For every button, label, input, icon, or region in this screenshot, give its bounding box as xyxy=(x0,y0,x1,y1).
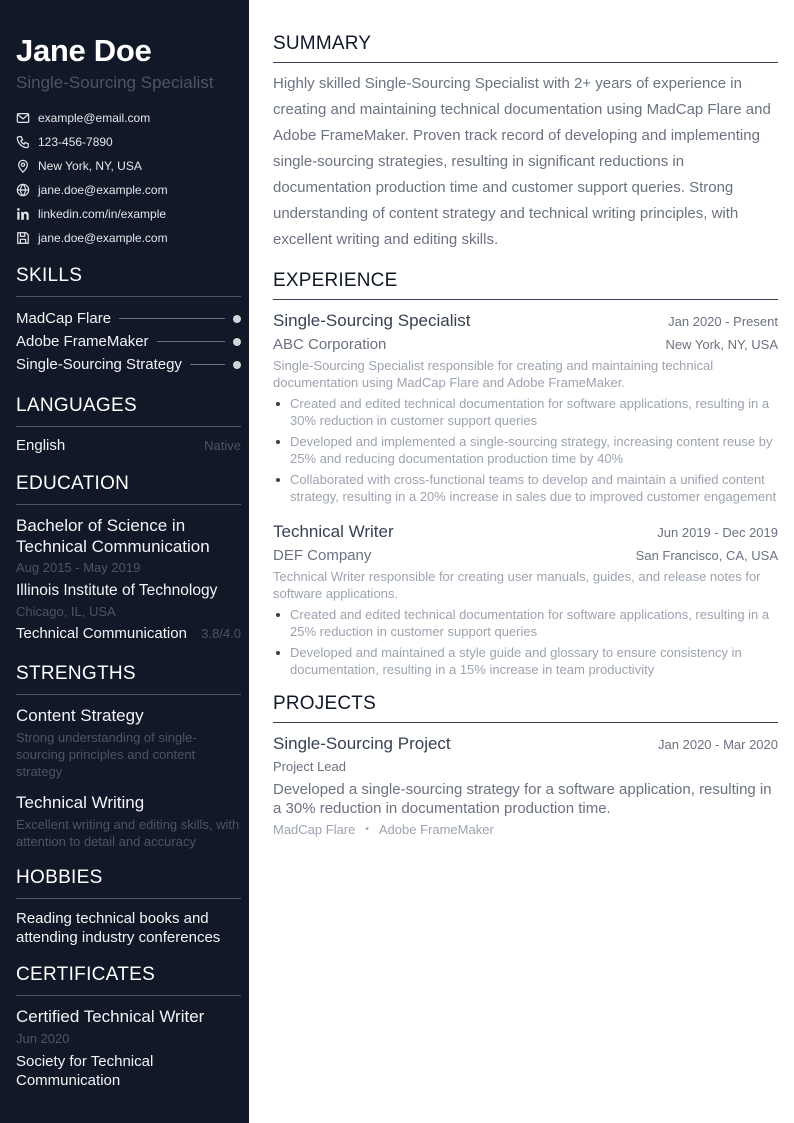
certificates-heading: CERTIFICATES xyxy=(16,963,241,996)
strengths-heading: STRENGTHS xyxy=(16,662,241,695)
skill-name: Adobe FrameMaker xyxy=(16,333,149,350)
linkedin-icon xyxy=(16,207,30,221)
phone-icon xyxy=(16,135,30,149)
main-content xyxy=(273,32,778,837)
candidate-role: Single-Sourcing Specialist xyxy=(16,73,214,92)
strength-title: Content Strategy xyxy=(16,706,144,725)
contact-text: jane.doe@example.com xyxy=(38,183,168,197)
job-description: Technical Writer responsible for creating user manuals, guides, and release notes for software applications. xyxy=(273,569,761,601)
skill-item xyxy=(16,330,241,353)
project-dates: Jan 2020 - Mar 2020 xyxy=(658,737,778,752)
job-dates: Jun 2019 - Dec 2019 xyxy=(657,525,778,540)
job-company: DEF Company xyxy=(273,547,372,564)
project-tag: Adobe FrameMaker xyxy=(378,822,494,837)
job-achievements xyxy=(273,395,778,505)
job-title: Technical Writer xyxy=(273,522,394,541)
education-field-row xyxy=(16,625,241,642)
language-item xyxy=(16,437,241,454)
certificate-date: Jun 2020 xyxy=(16,1031,70,1046)
skill-line xyxy=(190,364,225,365)
project-tags xyxy=(273,822,778,837)
job-entry xyxy=(273,521,778,678)
experience-heading: EXPERIENCE xyxy=(273,269,778,300)
project-title: Single-Sourcing Project xyxy=(273,734,451,753)
projects-section xyxy=(273,692,778,837)
contact-text: example@email.com xyxy=(38,111,151,125)
contact-text: New York, NY, USA xyxy=(38,159,142,173)
project-description: Developed a single-sourcing strategy for a software application, resulting in a 30% reduction in documentation production time. xyxy=(273,781,772,817)
language-name: English xyxy=(16,437,66,454)
skill-line xyxy=(157,341,225,342)
strength-description: Strong understanding of single-sourcing principles and content strategy xyxy=(16,730,197,779)
strength-title: Technical Writing xyxy=(16,793,145,812)
skill-name: Single-Sourcing Strategy xyxy=(16,356,182,373)
skill-level-dot xyxy=(233,338,241,346)
job-location: New York, NY, USA xyxy=(665,337,778,352)
hobbies-heading: HOBBIES xyxy=(16,866,241,899)
candidate-name: Jane Doe xyxy=(16,33,152,68)
skill-line xyxy=(119,318,225,319)
education-heading: EDUCATION xyxy=(16,472,241,505)
skill-level-dot xyxy=(233,361,241,369)
achievement-item: Developed and maintained a style guide and glossary to ensure consistency in documentation, resulting in a 15% increase in team productivity xyxy=(273,644,778,678)
contact-website[interactable] xyxy=(16,178,241,202)
contact-text: jane.doe@example.com xyxy=(38,231,168,245)
strength-description: Excellent writing and editing skills, with attention to detail and accuracy xyxy=(16,817,240,849)
contact-email[interactable] xyxy=(16,106,241,130)
contact-text: linkedin.com/in/example xyxy=(38,207,167,221)
contact-portfolio[interactable] xyxy=(16,226,241,250)
certificate-title: Certified Technical Writer xyxy=(16,1007,205,1026)
achievement-item: Created and edited technical documentation for software applications, resulting in a 30% reduction in customer support queries xyxy=(273,395,778,429)
job-location: San Francisco, CA, USA xyxy=(635,548,778,563)
skill-name: MadCap Flare xyxy=(16,310,112,327)
globe-icon xyxy=(16,183,30,197)
email-icon xyxy=(16,111,30,125)
hobby-item: Reading technical books and attending industry conferences xyxy=(16,910,221,946)
achievement-item: Created and edited technical documentation for software applications, resulting in a 25% reduction in customer support queries xyxy=(273,606,778,640)
skills-list xyxy=(16,307,241,376)
contact-linkedin[interactable] xyxy=(16,202,241,226)
skill-level-dot xyxy=(233,315,241,323)
education-field: Technical Communication xyxy=(16,625,187,642)
skill-item xyxy=(16,353,241,376)
skill-item xyxy=(16,307,241,330)
experience-section xyxy=(273,269,778,678)
contact-list xyxy=(16,106,241,250)
languages-heading: LANGUAGES xyxy=(16,394,241,427)
contact-location xyxy=(16,154,241,178)
education-dates: Aug 2015 - May 2019 xyxy=(16,560,141,575)
job-achievements xyxy=(273,606,778,678)
project-tag: MadCap Flare xyxy=(273,822,356,837)
project-role: Project Lead xyxy=(273,759,346,774)
save-icon xyxy=(16,231,30,245)
certificate-issuer: Society for Technical Communication xyxy=(16,1053,154,1089)
education-location: Chicago, IL, USA xyxy=(16,604,116,619)
job-dates: Jan 2020 - Present xyxy=(668,314,778,329)
project-entry xyxy=(273,733,778,837)
sidebar xyxy=(0,0,249,1123)
education-school: Illinois Institute of Technology xyxy=(16,582,218,599)
job-company: ABC Corporation xyxy=(273,336,387,353)
contact-text: 123-456-7890 xyxy=(38,135,113,149)
skills-heading: SKILLS xyxy=(16,264,241,297)
job-description: Single-Sourcing Specialist responsible for creating and maintaining technical documentation using MadCap Flare and Adobe FrameMaker. xyxy=(273,358,714,390)
summary-heading: SUMMARY xyxy=(273,32,778,63)
achievement-item: Developed and implemented a single-sourcing strategy, increasing content reuse by 25% and reducing documentation production time by 40% xyxy=(273,433,778,467)
job-entry xyxy=(273,310,778,505)
education-gpa: 3.8/4.0 xyxy=(201,626,241,641)
job-title: Single-Sourcing Specialist xyxy=(273,311,471,330)
projects-heading: PROJECTS xyxy=(273,692,778,723)
contact-phone[interactable] xyxy=(16,130,241,154)
achievement-item: Collaborated with cross-functional teams to develop and maintain a unified content strategy, resulting in a 20% increase in sales due to improved customer engagement xyxy=(273,471,778,505)
tag-separator: • xyxy=(365,824,369,835)
language-level: Native xyxy=(204,438,241,453)
education-degree: Bachelor of Science in Technical Communication xyxy=(16,516,210,556)
summary-text: Highly skilled Single-Sourcing Specialist with 2+ years of experience in creating and maintaining technical documentation using MadCap Flare and Adobe FrameMaker. Proven track record of developing and implementing single-sourcing strategies, resulting in significant reductions in documentation production time and customer support queries. Strong understanding of content strategy and technical writing principles, with excellent writing and editing skills. xyxy=(273,75,771,248)
location-icon xyxy=(16,159,30,173)
